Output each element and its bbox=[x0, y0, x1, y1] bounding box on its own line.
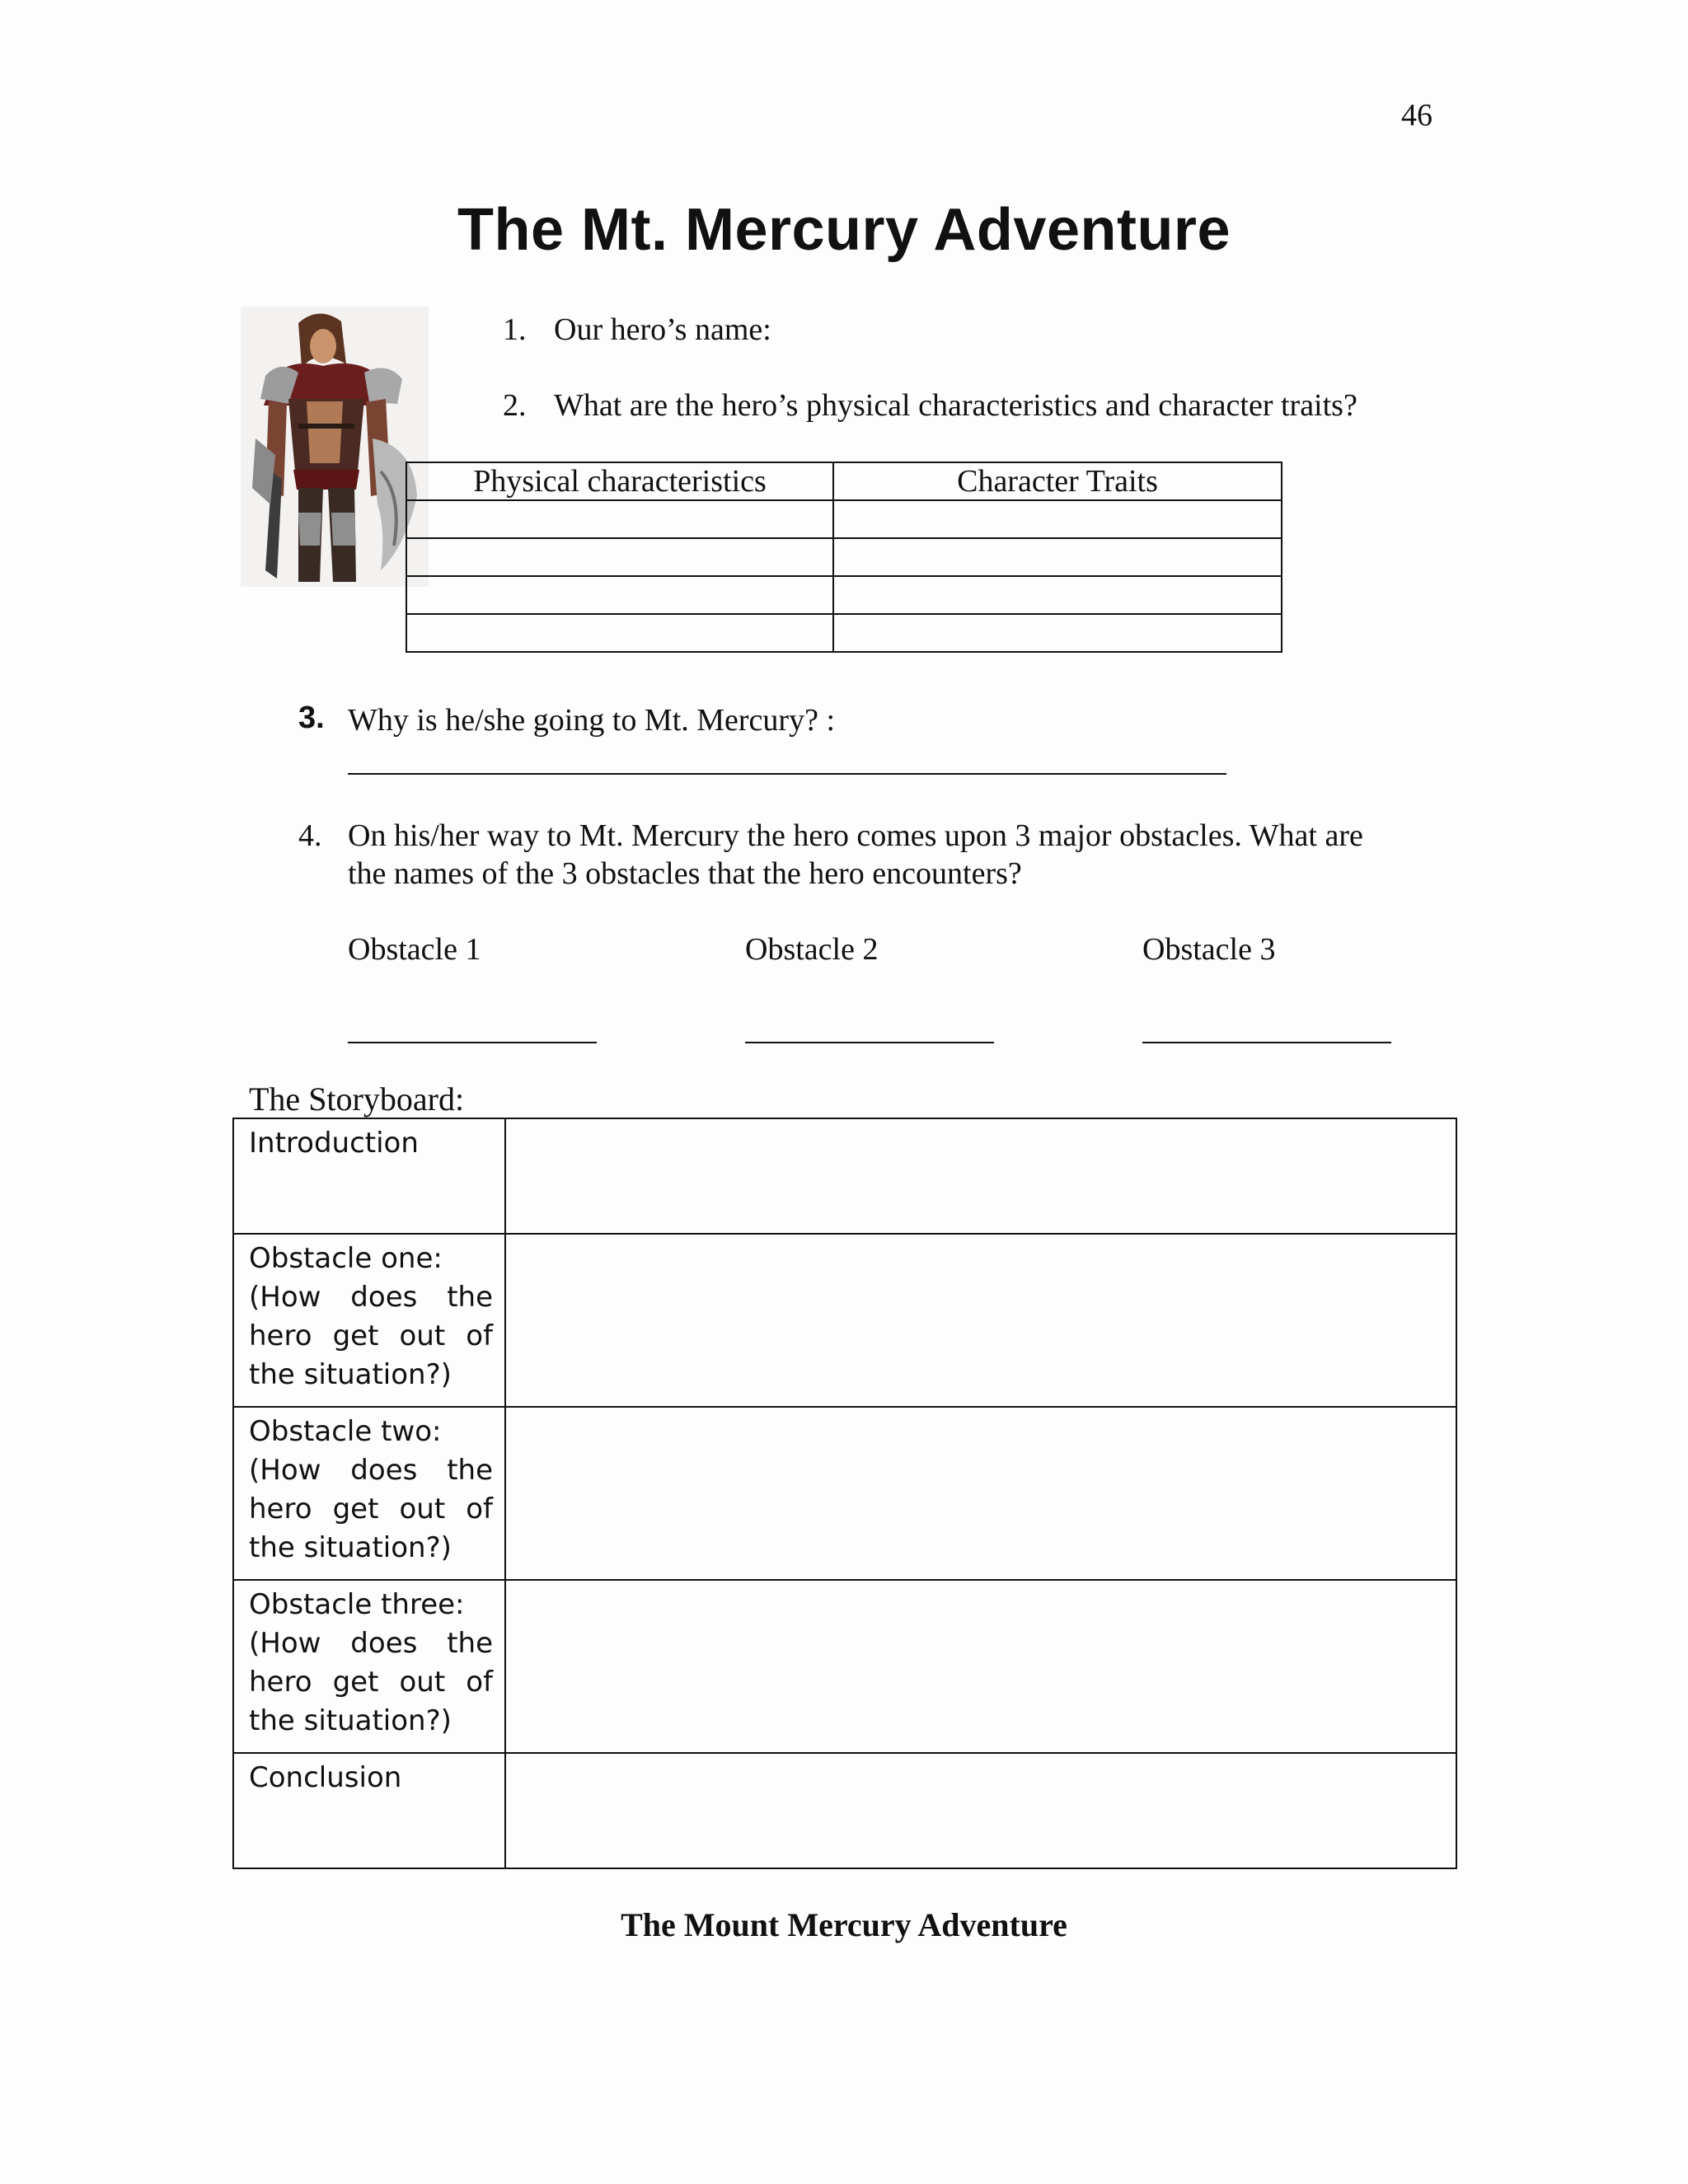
traits-table-row bbox=[406, 614, 1282, 652]
storyboard-row-title: Obstacle three: bbox=[249, 1588, 465, 1621]
storyboard-row-title: Conclusion bbox=[249, 1761, 402, 1794]
storyboard-label-cell bbox=[233, 1753, 505, 1868]
page-title: The Mt. Mercury Adventure bbox=[457, 197, 1231, 263]
question-4-text-line1: On his/her way to Mt. Mercury the hero comes upon 3 major obstacles. What are bbox=[348, 818, 1363, 853]
storyboard-label-cell bbox=[233, 1580, 505, 1753]
storyboard-row-subtitle: (How does the hero get out of the situation?) bbox=[249, 1627, 493, 1737]
storyboard-row-introduction bbox=[233, 1118, 1456, 1234]
character-traits-cell[interactable] bbox=[833, 576, 1282, 614]
question-3-text: Why is he/she going to Mt. Mercury? : bbox=[348, 703, 836, 738]
question-4-number: 4. bbox=[298, 818, 322, 853]
storyboard-row-title: Obstacle two: bbox=[249, 1415, 442, 1448]
storyboard-content-cell[interactable] bbox=[505, 1118, 1456, 1234]
storyboard-content-cell[interactable] bbox=[505, 1580, 1456, 1753]
storyboard-content-cell[interactable] bbox=[505, 1753, 1456, 1868]
storyboard-row-conclusion bbox=[233, 1753, 1456, 1868]
traits-table-row bbox=[406, 500, 1282, 538]
traits-table-row bbox=[406, 538, 1282, 576]
character-traits-cell[interactable] bbox=[833, 614, 1282, 652]
obstacle-3-label: Obstacle 3 bbox=[1142, 932, 1276, 967]
storyboard-row-title: Introduction bbox=[249, 1127, 419, 1160]
physical-characteristics-cell[interactable] bbox=[406, 614, 833, 652]
storyboard-table bbox=[232, 1118, 1457, 1869]
question-1-number: 1. bbox=[503, 312, 527, 347]
hero-figure-icon bbox=[241, 307, 429, 587]
footer-title: The Mount Mercury Adventure bbox=[621, 1906, 1067, 1943]
obstacle-2-answer-line[interactable] bbox=[745, 1042, 994, 1043]
physical-characteristics-cell[interactable] bbox=[406, 576, 833, 614]
physical-characteristics-cell[interactable] bbox=[406, 538, 833, 576]
character-traits-cell[interactable] bbox=[833, 538, 1282, 576]
physical-characteristics-cell[interactable] bbox=[406, 500, 833, 538]
storyboard-label-cell bbox=[233, 1234, 505, 1407]
storyboard-row-obstacle-two bbox=[233, 1407, 1456, 1580]
obstacle-1-answer-line[interactable] bbox=[348, 1042, 597, 1043]
page-number: 46 bbox=[1401, 98, 1432, 133]
armored-hero-figure-image bbox=[241, 307, 429, 587]
traits-table bbox=[406, 462, 1282, 653]
storyboard-label-cell bbox=[233, 1407, 505, 1580]
obstacle-3-answer-line[interactable] bbox=[1142, 1042, 1391, 1043]
storyboard-row-title: Obstacle one: bbox=[249, 1242, 443, 1275]
obstacle-1-label: Obstacle 1 bbox=[348, 932, 481, 967]
storyboard-row-subtitle: (How does the hero get out of the situation?) bbox=[249, 1281, 493, 1391]
storyboard-row-obstacle-three bbox=[233, 1580, 1456, 1753]
obstacle-2-label: Obstacle 2 bbox=[745, 932, 879, 967]
storyboard-content-cell[interactable] bbox=[505, 1407, 1456, 1580]
question-2-text: What are the hero’s physical characteristics and character traits? bbox=[554, 388, 1357, 423]
question-1-text: Our hero’s name: bbox=[554, 312, 771, 347]
question-3-answer-line[interactable] bbox=[348, 773, 1226, 775]
question-2-number: 2. bbox=[503, 388, 527, 423]
question-3-number: 3. bbox=[298, 701, 325, 735]
traits-table-row bbox=[406, 576, 1282, 614]
storyboard-content-cell[interactable] bbox=[505, 1234, 1456, 1407]
storyboard-row-obstacle-one bbox=[233, 1234, 1456, 1407]
question-4-text-line2: the names of the 3 obstacles that the hero encounters? bbox=[348, 856, 1022, 891]
physical-characteristics-header: Physical characteristics bbox=[406, 462, 833, 500]
storyboard-label-cell bbox=[233, 1118, 505, 1234]
traits-table-header-row bbox=[406, 462, 1282, 500]
storyboard-label: The Storyboard: bbox=[249, 1080, 465, 1118]
character-traits-cell[interactable] bbox=[833, 500, 1282, 538]
storyboard-row-subtitle: (How does the hero get out of the situation?) bbox=[249, 1454, 493, 1564]
character-traits-header: Character Traits bbox=[833, 462, 1282, 500]
